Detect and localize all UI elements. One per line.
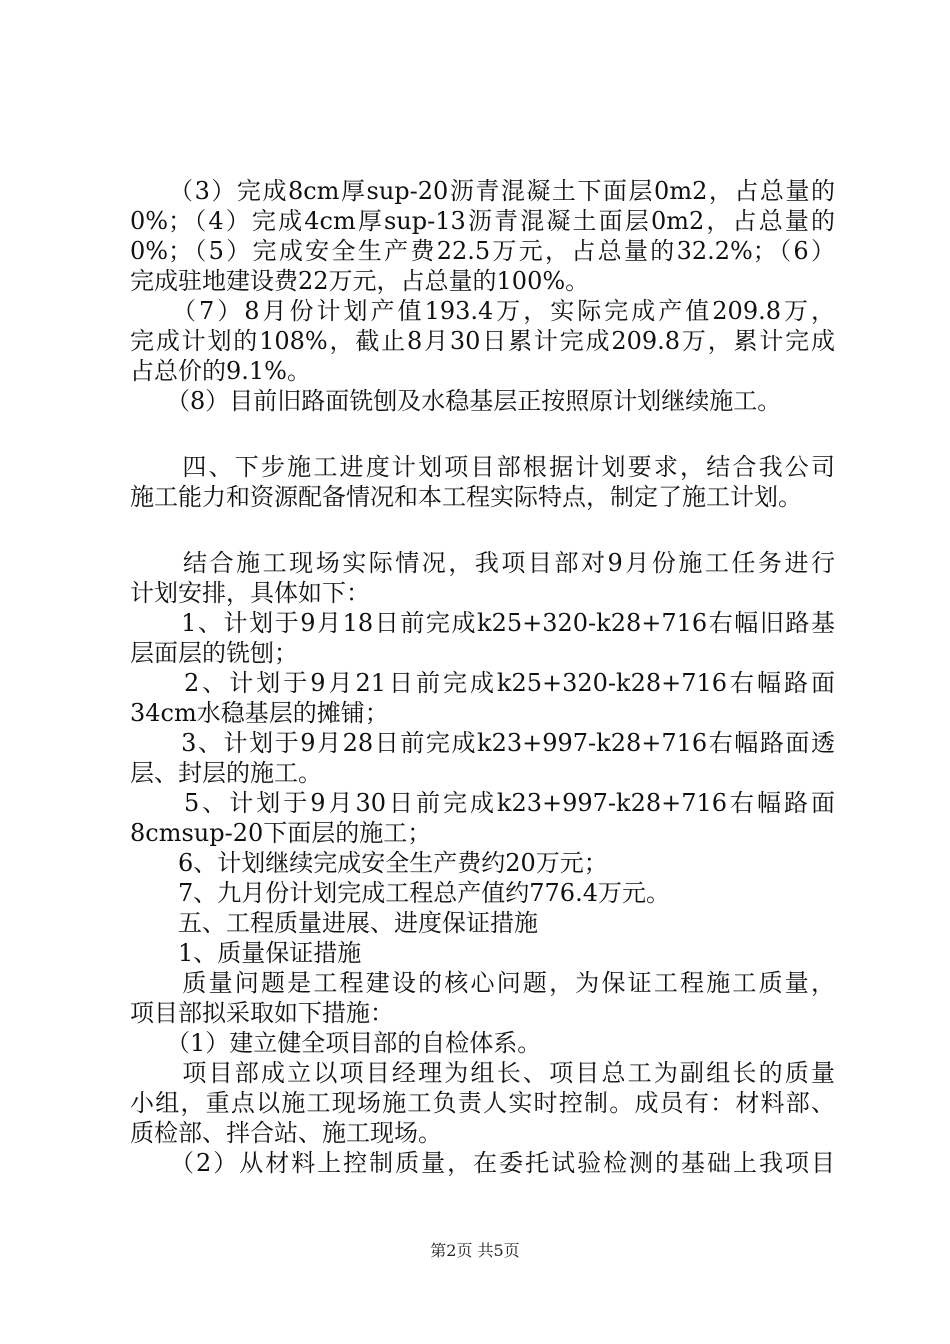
text-line: 0%；（5）完成安全生产费22.5万元，占总量的32.2%；（6） [130, 237, 835, 265]
text-line: 0%；（4）完成4cm厚sup-13沥青混凝土面层0m2，占总量的 [130, 207, 835, 235]
text-line: 8cmsup-20下面层的施工； [130, 819, 432, 847]
text-line: （2）从材料上控制质量，在委托试验检测的基础上我项目 [130, 1149, 835, 1177]
text-line: 占总价的9.1%。 [130, 357, 311, 385]
text-line: 完成计划的108%，截止8月30日累计完成209.8万，累计完成 [130, 327, 835, 355]
text-line: 1、计划于9月18日前完成k25+320-k28+716右幅旧路基 [130, 609, 835, 637]
paragraph-gap [130, 416, 835, 452]
text-line: 34cm水稳基层的摊铺； [130, 699, 389, 727]
text-line: 施工能力和资源配备情况和本工程实际特点，制定了施工计划。 [130, 483, 802, 511]
text-line: （1）建立健全项目部的自检体系。 [130, 1029, 542, 1057]
text-line: （3）完成8cm厚sup-20沥青混凝土下面层0m2，占总量的 [130, 177, 835, 205]
text-line: 结合施工现场实际情况，我项目部对9月份施工任务进行 [130, 549, 835, 577]
text-line: 质检部、拌合站、施工现场。 [130, 1119, 442, 1147]
text-line: （7）8月份计划产值193.4万，实际完成产值209.8万， [130, 297, 835, 325]
page-number-footer: 第2页 共5页 [430, 1241, 520, 1260]
document-body [130, 176, 835, 1178]
text-line: 层、封层的施工。 [130, 759, 322, 787]
text-line: 五、工程质量进展、进度保证措施 [130, 909, 538, 937]
text-line: 质量问题是工程建设的核心问题，为保证工程施工质量， [130, 969, 835, 997]
text-line: 小组，重点以施工现场施工负责人实时控制。成员有：材料部、 [130, 1089, 835, 1117]
text-line: 项目部拟采取如下措施： [130, 999, 394, 1027]
text-line: 5、计划于9月30日前完成k23+997-k28+716右幅路面 [130, 789, 835, 817]
text-line: 6、计划继续完成安全生产费约20万元； [130, 849, 608, 877]
text-line: 2、计划于9月21日前完成k25+320-k28+716右幅路面 [130, 669, 835, 697]
text-line: 项目部成立以项目经理为组长、项目总工为副组长的质量 [130, 1059, 835, 1087]
text-line: 7、九月份计划完成工程总产值约776.4万元。 [130, 879, 670, 907]
text-line: 3、计划于9月28日前完成k23+997-k28+716右幅路面透 [130, 729, 835, 757]
text-line: 完成驻地建设费22万元，占总量的100%。 [130, 267, 590, 295]
text-line: 四、下步施工进度计划项目部根据计划要求，结合我公司 [130, 453, 835, 481]
text-line: 层面层的铣刨； [130, 639, 298, 667]
text-line: 1、质量保证措施 [130, 939, 362, 967]
paragraph-gap [130, 512, 835, 548]
text-line: （8）目前旧路面铣刨及水稳基层正按照原计划继续施工。 [130, 387, 782, 415]
text-line: 计划安排，具体如下： [130, 579, 370, 607]
